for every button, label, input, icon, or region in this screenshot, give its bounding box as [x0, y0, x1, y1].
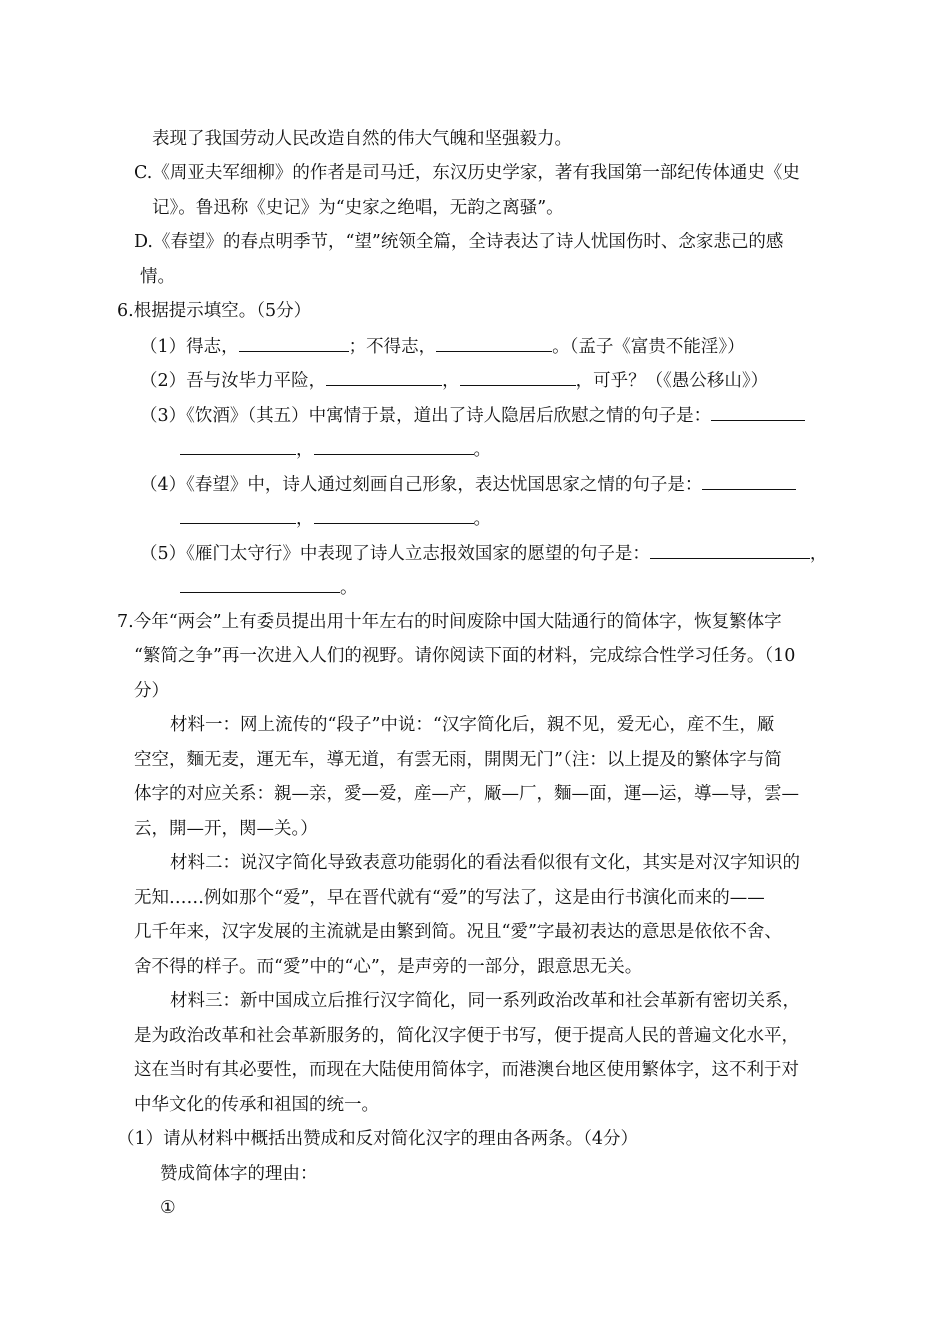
q6-item-4-text-b: ， — [296, 509, 314, 529]
q5-option-c-line1: C.《周亚夫军细柳》的作者是司马迁，东汉历史学家，著有我国第一部纪传体通史《史 — [134, 163, 800, 183]
q5-option-d-line2: 情。 — [140, 267, 175, 287]
material-1-line: 空空，麵无麦，運无车，導无道，有雲无雨，開関无门”（注：以上提及的繁体字与简 — [134, 750, 782, 770]
q7-line3: 分） — [134, 681, 169, 701]
q5-option-d-line1: D.《春望》的春点明季节，“望”统领全篇，全诗表达了诗人忧国伤时、念家悲己的感 — [134, 232, 784, 252]
q6-title: 6.根据提示填空。（5分） — [117, 301, 312, 321]
q7-line1: 7.今年“两会”上有委员提出用十年左右的时间废除中国大陆通行的简体字，恢复繁体字 — [117, 612, 782, 632]
q6-item-2-text-c: ，可乎？（《愚公移山》） — [575, 371, 769, 391]
answer-blank[interactable] — [239, 334, 349, 352]
q6-item-5-line1 — [140, 541, 827, 566]
q7-subquestion-1: （1）请从材料中概括出赞成和反对简化汉字的理由各两条。（4分） — [117, 1129, 639, 1149]
q5-option-c-line2: 记》。鲁迅称《史记》为“史家之绝唱，无韵之离骚”。 — [152, 198, 564, 218]
q6-item-1-text-a: （1）得志， — [140, 337, 239, 357]
material-3-line: 这在当时有其必要性，而现在大陆使用简体字，而港澳台地区使用繁体字，这不利于对 — [134, 1060, 799, 1080]
answer-blank[interactable] — [314, 437, 474, 455]
answer-blank[interactable] — [326, 368, 442, 386]
material-2-line: 舍不得的样子。而“愛”中的“心”，是声旁的一部分，跟意思无关。 — [134, 957, 643, 977]
answer-blank[interactable] — [180, 506, 296, 524]
q6-item-2-text-b: ， — [442, 371, 460, 391]
q5-option-b-continuation: 表现了我国劳动人民改造自然的伟大气魄和坚强毅力。 — [152, 129, 572, 149]
reason-number-1: ① — [160, 1198, 176, 1218]
material-1-line: 云，開—开，関—关。） — [134, 819, 318, 839]
answer-blank[interactable] — [460, 368, 576, 386]
material-2-line: 无知……例如那个“爱”，早在晋代就有“爱”的写法了，这是由行书演化而来的—— — [134, 888, 765, 908]
q6-item-3-text-a: （3）《饮酒》（其五）中寓情于景，道出了诗人隐居后欣慰之情的句子是： — [140, 406, 712, 426]
q6-item-5-text-b: ， — [809, 544, 828, 564]
material-2-line: 材料二：说汉字简化导致表意功能弱化的看法看似很有文化，其实是对汉字知识的 — [170, 853, 800, 873]
material-1-line: 体字的对应关系：親—亲，愛—爱，産—产，厰—厂，麵—面，運—运，導—导，雲— — [134, 784, 799, 804]
q6-item-4-text-a: （4）《春望》中，诗人通过刻画自己形象，表达忧国思家之情的句子是： — [140, 475, 703, 495]
favor-reasons-label: 赞成简体字的理由： — [160, 1164, 318, 1184]
q6-item-3-text-c: 。 — [473, 440, 491, 460]
q6-item-5-text-c: 。 — [340, 578, 358, 598]
answer-blank[interactable] — [314, 506, 474, 524]
q6-item-1 — [140, 334, 745, 359]
q7-line2: “繁简之争”再一次进入人们的视野。请你阅读下面的材料，完成综合性学习任务。（10 — [134, 646, 796, 666]
answer-blank[interactable] — [650, 541, 810, 559]
q6-item-3-text-b: ， — [296, 440, 314, 460]
material-3-line: 材料三：新中国成立后推行汉字简化，同一系列政治改革和社会革新有密切关系， — [170, 991, 800, 1011]
q6-item-4-text-c: 。 — [473, 509, 491, 529]
answer-blank[interactable] — [436, 334, 552, 352]
q6-item-1-text-b: ；不得志， — [348, 337, 437, 357]
q6-item-1-text-c: 。（孟子《富贵不能淫》） — [552, 337, 745, 357]
material-3-line: 是为政治改革和社会革新服务的，简化汉字便于书写，便于提高人民的普遍文化水平， — [134, 1026, 799, 1046]
q6-item-4-line1 — [140, 472, 796, 497]
answer-blank[interactable] — [180, 575, 340, 593]
q6-item-3-line2 — [180, 437, 491, 462]
answer-blank[interactable] — [180, 437, 296, 455]
answer-blank[interactable] — [702, 472, 796, 490]
q6-item-5-line2 — [180, 575, 358, 600]
answer-blank[interactable] — [711, 403, 805, 421]
q6-item-2 — [140, 368, 768, 393]
material-3-line: 中华文化的传承和祖国的统一。 — [134, 1095, 379, 1115]
material-2-line: 几千年来，汉字发展的主流就是由繁到简。况且“愛”字最初表达的意思是依依不舍、 — [134, 922, 782, 942]
q6-item-4-line2 — [180, 506, 491, 531]
q6-item-3-line1 — [140, 403, 805, 428]
q6-item-2-text-a: （2）吾与汝毕力平险， — [140, 371, 327, 391]
q6-item-5-text-a: （5）《雁门太守行》中表现了诗人立志报效国家的愿望的句子是： — [140, 544, 650, 564]
material-1-line: 材料一：网上流传的“段子”中说：“汉字简化后，親不见，爱无心，産不生，厰 — [170, 715, 775, 735]
